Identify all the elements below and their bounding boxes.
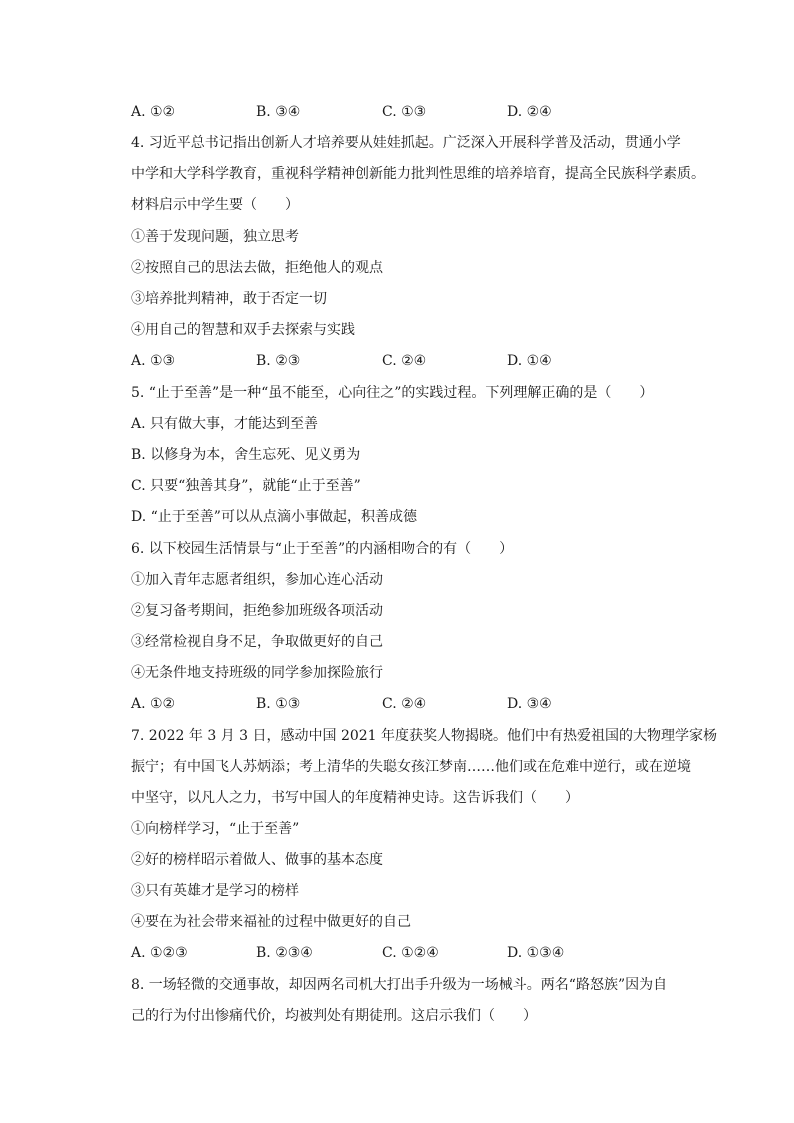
option-b: B. ③④ [256, 104, 301, 120]
option-a: A. ①② [131, 104, 176, 120]
statement-item: ②按照自己的思法去做，拒绝他人的观点 [131, 260, 383, 276]
option-d: D. ①③④ [507, 945, 565, 961]
question-4-line-1: 4. 习近平总书记指出创新人才培养要从娃娃抓起。广泛深入开展科学普及活动，贯通小学 [131, 135, 681, 151]
option-b: B. ②③ [256, 353, 301, 369]
question-4-line-3: 材料启示中学生要（ ） [131, 197, 299, 213]
statement-item: ③只有英雄才是学习的榜样 [131, 883, 299, 899]
option-d: D. ①④ [507, 353, 552, 369]
option-c: C. ①②④ [382, 945, 439, 961]
question-7-line-1: 7. 2022 年 3 月 3 日，感动中国 2021 年度获奖人物揭晓。他们中有热爱祖国的大物理学家杨 [131, 728, 718, 744]
option-d: D. ③④ [507, 696, 552, 712]
option-c: C. ②④ [382, 696, 427, 712]
statement-item: ③培养批判精神，敢于否定一切 [131, 291, 327, 307]
statement-item: ②好的榜样昭示着做人、做事的基本态度 [131, 852, 383, 868]
question-8-line-2: 己的行为付出惨痛代价，均被判处有期徒刑。这启示我们（ ） [131, 1008, 537, 1024]
statement-item: ④要在为社会带来福祉的过程中做更好的自己 [131, 914, 411, 930]
option-a: A. ①②③ [131, 945, 188, 961]
question-7-line-2: 振宁；有中国飞人苏炳添；考上清华的失聪女孩江梦南……他们或在危难中逆行，或在逆境 [131, 759, 691, 775]
statement-item: ④无条件地支持班级的同学参加探险旅行 [131, 665, 383, 681]
option-a: A. ①③ [131, 353, 176, 369]
option-b: B. ①③ [256, 696, 301, 712]
question-4-line-2: 中学和大学科学教育，重视科学精神创新能力批判性思维的培养培育，提高全民族科学素质。 [131, 166, 705, 182]
options-row [131, 694, 691, 714]
statement-item: ①加入青年志愿者组织，参加心连心活动 [131, 572, 383, 588]
question-8-line-1: 8. 一场轻微的交通事故，却因两名司机大打出手升级为一场械斗。两名“路怒族”因为自 [131, 977, 668, 993]
answer-choice: C. 只要“独善其身”，就能“止于至善” [131, 478, 361, 494]
question-7-line-3: 中坚守，以凡人之力，书写中国人的年度精神史诗。这告诉我们（ ） [131, 790, 579, 806]
question-6-line-1: 6. 以下校园生活情景与“止于至善”的内涵相吻合的有（ ） [131, 541, 514, 557]
statement-item: ①向榜样学习，“止于至善” [131, 821, 300, 837]
question-5-line-1: 5. “止于至善”是一种“虽不能至，心向往之”的实践过程。下列理解正确的是（ ） [131, 385, 654, 401]
option-d: D. ②④ [507, 104, 552, 120]
answer-choice: D. “止于至善”可以从点滴小事做起，积善成德 [131, 509, 417, 525]
option-c: C. ②④ [382, 353, 427, 369]
statement-item: ③经常检视自身不足，争取做更好的自己 [131, 634, 383, 650]
options-row [131, 943, 691, 963]
answer-choice: B. 以修身为本，舍生忘死、见义勇为 [131, 447, 361, 463]
option-b: B. ②③④ [256, 945, 313, 961]
statement-item: ②复习备考期间，拒绝参加班级各项活动 [131, 603, 383, 619]
options-row [131, 102, 691, 122]
statement-item: ④用自己的智慧和双手去探索与实践 [131, 322, 355, 338]
options-row [131, 351, 691, 371]
statement-item: ①善于发现问题，独立思考 [131, 229, 299, 245]
option-c: C. ①③ [382, 104, 427, 120]
answer-choice: A. 只有做大事，才能达到至善 [131, 416, 319, 432]
option-a: A. ①② [131, 696, 176, 712]
